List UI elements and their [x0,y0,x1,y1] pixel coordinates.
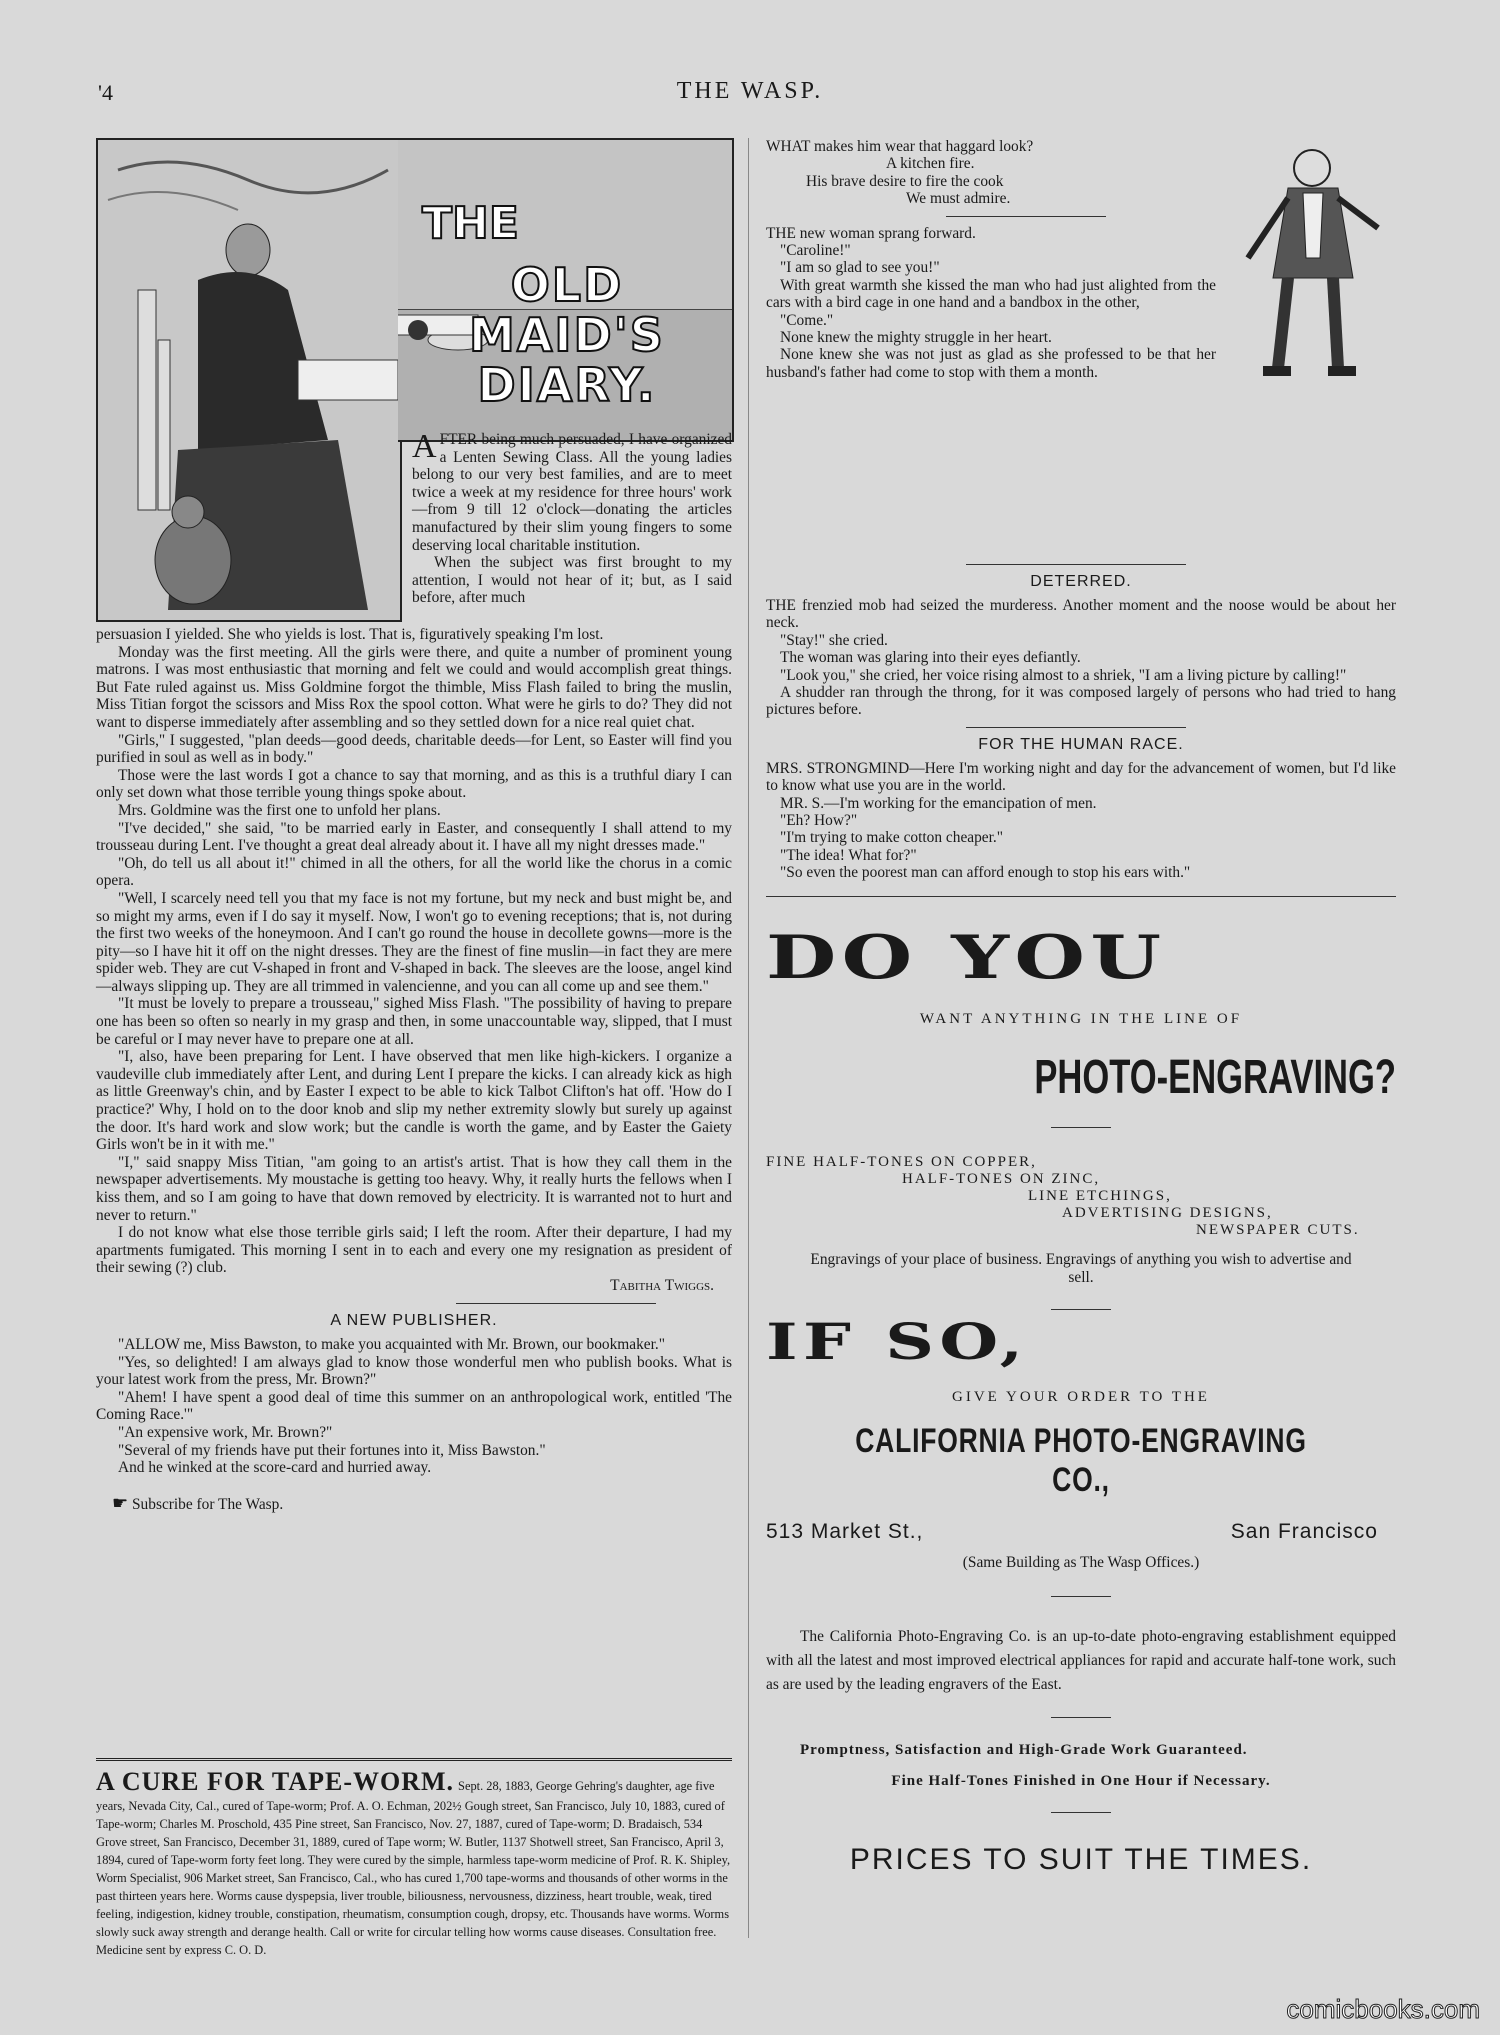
deterred-line: The woman was glaring into their eyes defiantly. [780,649,1081,667]
ad-photo-engraving: PHOTO-ENGRAVING? [1034,1050,1396,1104]
publisher-line: "An expensive work, Mr. Brown?" [118,1423,333,1441]
illustration-title-line3: DIARY. [477,358,657,412]
diary-paragraph: "Well, I scarcely need tell you that my face is not my fortune, but my neck and bust might be, and so might my arms, even if I do say it myself. Now, I won't go to evening receptions; that is, not during the first two weeks of the honeymoon. And I can't go round the house in decollete gowns—more is the pity—so I have hit it off on the night dresses. They are the finest of fine muslin—in fact they are mere spider web. They are cut V-shaped in front and V-shaped in back. The sleeves are the loose, angel kind—always slipping up. They are all trimmed in valencienne, and you can all come up and see them." [96,889,732,995]
poem-line: WHAT makes him wear that haggard look? [766,138,1034,155]
new-publisher-heading: A NEW PUBLISHER. [330,1311,498,1329]
old-maid-illustration [96,138,402,622]
deterred-line: THE frenzied mob had seized the murderess. Another moment and the noose would be about her neck. [766,597,1396,632]
poem-line: A kitchen fire. [886,155,975,173]
pointing-hand-icon: ☛ [112,1492,129,1514]
ad-service-line: LINE ETCHINGS, [1028,1187,1172,1204]
subscribe-notice [112,1493,732,1514]
illustration-title [422,260,712,410]
diary-paragraph: Mrs. Goldmine was the first one to unfold her plans. [118,801,441,819]
diary-paragraph: "I," said snappy Miss Titian, "am going to an artist's artist. That is how they call them in the newspaper advertisements. My moustache is getting too heavy. Why, it really hurts the fellows when I kiss them, and so I am going to have that down removed by electricity. It is warranted not to hurt and never to return." [96,1153,732,1224]
publisher-line: "Several of my friends have put their fortunes into it, Miss Bawston." [118,1441,546,1459]
poem [766,138,1206,208]
page-number: '4 [98,80,113,105]
ad-want-line: WANT ANYTHING IN THE LINE OF [919,1010,1243,1027]
ad-promptness: Promptness, Satisfaction and High-Grade Work Guaranteed. [800,1741,1248,1758]
deterred-line: "Look you," she cried, her voice rising almost to a shriek, "I am a living picture by calling!" [780,666,1347,684]
publisher-line: "Ahem! I have spent a good deal of time this summer on an anthropological work, entitled 'The Coming Race.'" [96,1388,732,1424]
deterred-heading: DETERRED. [1030,573,1132,590]
ad-city: San Francisco [1230,1519,1378,1543]
humor-section [766,138,1396,638]
new-woman-line: THE new woman sprang forward. [766,224,976,242]
diary-intro [412,428,732,607]
section-divider [966,564,1186,565]
human-race-heading: FOR THE HUMAN RACE. [978,735,1184,753]
diary-paragraph: I do not know what else those terrible girls said; I left the room. After their departure, I had my apartments fumigated. This morning I sent in to each and every one my resignation as president of their sewing (?) club. [96,1224,732,1277]
deterred-line: "Stay!" she cried. [780,631,888,649]
photo-engraving-ad [766,923,1396,1877]
ad-company-name: CALIFORNIA PHOTO-ENGRAVING CO., [855,1421,1307,1499]
ad-engravings-text: Engravings of your place of business. Engravings of anything you wish to advertise and sell. [810,1250,1352,1286]
ad-service-line: ADVERTISING DESIGNS, [1062,1204,1273,1221]
human-race-line: "So even the poorest man can afford enough to stop his ears with." [780,864,1191,882]
publisher-line: "ALLOW me, Miss Bawston, to make you acquainted with Mr. Brown, our bookmaker." [118,1335,666,1353]
ad-rule [1051,1812,1111,1813]
new-woman-line: "I am so glad to see you!" [780,259,940,277]
illustration-title-line2: OLD MAID'S [469,258,665,362]
ad-services [766,1154,1396,1239]
tapeworm-heading: A CURE FOR TAPE-WORM. [96,1767,455,1796]
masthead-title: THE WASP. [676,78,824,104]
human-race-line: MR. S.—I'm working for the emancipation of men. [780,794,1097,812]
diary-paragraph: "I've decided," she said, "to be married early in Easter, and consequently I shall attend to my trousseau during Lent. I've thought a great deal already about it. I have all my night dresses made." [96,819,732,855]
deterred-story [766,564,1396,897]
human-race-line: "I'm trying to make cotton cheaper." [780,829,1004,847]
diary-intro-text: FTER being much persuaded, I have organized a Lenten Sewing Class. All the young ladies belong to our very best families, and are to meet twice a week at my residence for three hours' work—from 9 till 12 o'clock—donating the articles manufactured by their slim young fingers to some deserving local charitable institution. [412,431,732,554]
deterred-line: A shudder ran through the throng, for it was composed largely of persons who had tried to hang pictures before. [766,684,1396,719]
diary-body [96,626,732,1514]
human-race-line: "Eh? How?" [780,812,858,830]
ad-do-you: DO YOU [766,922,1167,993]
diary-paragraph: Those were the last words I got a chance to say that morning, and as this is a truthful diary I can only set down what those terrible young things spoke about. [96,766,732,802]
new-woman-line: None knew the mighty struggle in her heart. [780,329,1052,347]
ad-rule [1051,1127,1111,1128]
tapeworm-text: Sept. 28, 1883, George Gehring's daughter, age five years, Nevada City, Cal., cured of Tape-worm; Prof. A. O. Echman, 202½ Gough street, San Francisco, July 10, 1883, cured of Tape-worm; Charles M. Proschold, 435 Pine street, San Francisco, Nov. 27, 1887, cured of Tape-worm; D. Bradaisch, 534 Grove street, San Francisco, December 31, 1889, cured of Tape worm; W. Butler, 1137 Shotwell street, San Francisco, April 3, 1894, cured of Tape-worm forty feet long. They were cured by the simple, harmless tape-worm medicine of Prof. R. K. Shipley, Worm Specialist, 906 Market street, San Francisco, Cal., who has cured 1,700 tape-worms and thousands of other worms in the past thirteen years here. Worms cause dyspepsia, liver trouble, biliousness, nervousness, dizziness, heart trouble, weak, tired feeling, indigestion, kidney trouble, constipation, rheumatism, consumption cough, dropsy, etc. Thousands have worms. Worms slowly suck away strength and derange health. Call or write for circular telling how worms cause diseases. Consultation free. Medicine sent by express C. O. D. [96,1779,731,1957]
diary-paragraph: persuasion I yielded. She who yields is lost. That is, figuratively speaking I'm lost. [96,626,604,643]
column-divider [748,138,749,1938]
publisher-line: And he winked at the score-card and hurried away. [118,1459,432,1477]
poem-line: His brave desire to fire the cook [806,172,1004,190]
ad-description: The California Photo-Engraving Co. is an up-to-date photo-engraving establishment equipped with all the latest and most improved electrical appliances for rapid and accurate half-tone work, such as are used by the leading engravers of the East. [766,1627,1396,1693]
ad-service-line: NEWSPAPER CUTS. [1196,1221,1360,1238]
ad-rule [1051,1596,1111,1597]
ad-rule [1051,1309,1111,1310]
ad-same-building: (Same Building as The Wasp Offices.) [962,1553,1200,1571]
haggard-man-cartoon [1228,138,1396,398]
subscribe-text: Subscribe for The Wasp. [132,1495,284,1513]
left-column [96,138,732,1957]
ad-give-line: GIVE YOUR ORDER TO THE [952,1388,1210,1405]
ad-rule [1051,1717,1111,1718]
ad-service-line: FINE HALF-TONES ON COPPER, [766,1153,1037,1170]
diary-paragraph: "Girls," I suggested, "plan deeds—good deeds, charitable deeds—for Lent, so Easter will find you purified in soul as well as in body." [96,731,732,767]
ad-address-row [766,1520,1396,1544]
ad-service-line: HALF-TONES ON ZINC, [902,1170,1101,1187]
watermark: comicbooks.com [1286,1994,1480,2024]
tapeworm-ad [96,1758,732,1959]
diary-intro-text-2: When the subject was first brought to my attention, I would not hear of it; but, as I said before, after much [412,554,732,607]
section-divider [966,727,1186,728]
illustration-title-panel [398,138,734,442]
publisher-line: "Yes, so delighted! I am always glad to know those wonderful men who publish books. What is your latest work from the press, Mr. Brown?" [96,1353,732,1389]
new-woman-line: "Come." [780,311,834,329]
old-maid-drawing [98,140,400,620]
illustration-title-the: THE [422,198,519,249]
section-divider [946,216,1106,217]
diary-paragraph: "It must be lovely to prepare a trousseau," sighed Miss Flash. "The possibility of having to prepare one has been so often so nearly in my grasp and then, in some unaccountable way, slipped, that I must be careful or I may never have to prepare one at all. [96,995,732,1048]
diary-signature: Tabitha Twiggs. [610,1276,714,1294]
ad-prices: PRICES TO SUIT THE TIMES. [849,1842,1313,1876]
ad-address: 513 Market St., [766,1519,924,1543]
drop-cap: A [412,428,437,465]
ad-divider [766,896,1396,897]
new-woman-line: None knew she was not just as glad as she professed to be that her husband's father had come to stop with them a month. [766,346,1216,381]
new-woman-story [766,225,1216,382]
section-divider [456,1303,656,1304]
diary-paragraph: Monday was the first meeting. All the girls were there, and quite a number of prominent young matrons. I was most enthusiastic that morning and felt we could and would accomplish great things. But Fate ruled against us. Miss Goldmine forgot the thimble, Miss Flash failed to bring the muslin, Miss Titian forgot the scissors and Miss Rox the spool cotton. What were he girls to do? They did not want to disperse immediately after assembling and so they settled down for a nice real quiet chat. [96,643,732,731]
poem-line: We must admire. [906,190,1011,208]
human-race-line: "The idea! What for?" [780,846,917,864]
diary-paragraph: "I, also, have been preparing for Lent. I have observed that men like high-kickers. I organize a vaudeville club immediately after Lent, and during Lent I prepare the kicks. I can already kick as high as little Greenway's chin, and by Easter I expect to be able to kick Talbot Clifton's hat off. 'How do I practice?' Why, I hold on to the door knob and slip my nether extremity slowly but surely up against the door. It's hard work and slow work; but the candle is worth the game, and by Easter the Gaiety Girls won't be in it with me." [96,1048,732,1154]
new-woman-line: With great warmth she kissed the man who had just alighted from the cars with a bird cage in one hand and a bandbox in the other, [766,276,1216,312]
ad-if-so: IF SO, [766,1311,1029,1371]
diary-paragraph: "Oh, do tell us all about it!" chimed in all the others, for all the world like the chorus in a comic opera. [96,854,732,890]
new-woman-line: "Caroline!" [780,242,851,260]
ad-fine-halftones: Fine Half-Tones Finished in One Hour if Necessary. [891,1772,1271,1789]
human-race-line: MRS. STRONGMIND—Here I'm working night and day for the advancement of women, but I'd like to know what use you are in the world. [766,759,1396,795]
right-column [766,138,1396,1877]
